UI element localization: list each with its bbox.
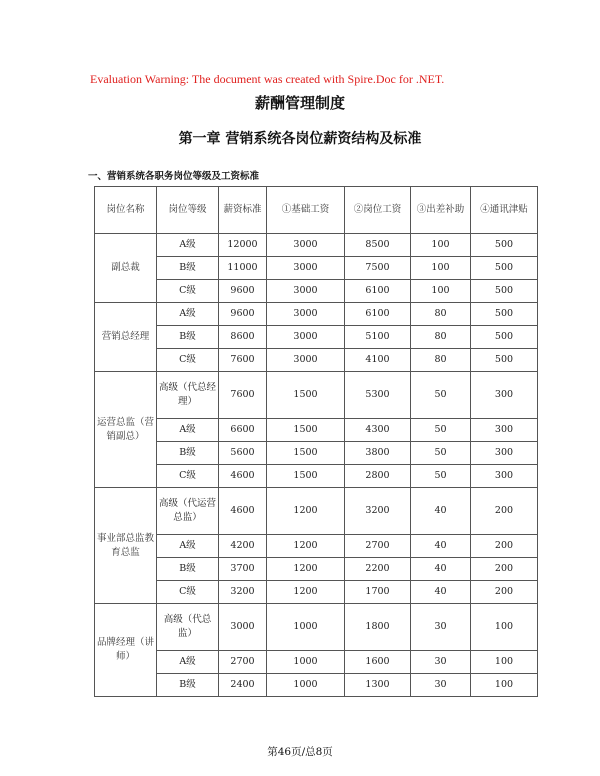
salary-table [94, 186, 538, 697]
table-row [95, 372, 538, 419]
table-row [95, 674, 538, 697]
travel-cell: 30 [411, 674, 471, 697]
travel-cell: 30 [411, 651, 471, 674]
post-cell: 2800 [345, 465, 411, 488]
post-cell: 3800 [345, 442, 411, 465]
comm-cell: 200 [471, 581, 538, 604]
comm-cell: 100 [471, 674, 538, 697]
total-cell: 4600 [219, 488, 267, 535]
base-cell: 3000 [267, 280, 345, 303]
grade-cell: B级 [157, 674, 219, 697]
table-row [95, 234, 538, 257]
total-cell: 3700 [219, 558, 267, 581]
header-cell: 岗位名称 [95, 187, 157, 234]
grade-cell: 高级（代总经理） [157, 372, 219, 419]
total-cell: 3000 [219, 604, 267, 651]
travel-cell: 30 [411, 604, 471, 651]
post-cell: 1700 [345, 581, 411, 604]
post-cell: 2200 [345, 558, 411, 581]
table-row [95, 419, 538, 442]
post-cell: 5300 [345, 372, 411, 419]
travel-cell: 80 [411, 326, 471, 349]
total-cell: 2400 [219, 674, 267, 697]
travel-cell: 100 [411, 280, 471, 303]
comm-cell: 300 [471, 419, 538, 442]
table-row [95, 465, 538, 488]
table-row [95, 303, 538, 326]
post-cell: 4100 [345, 349, 411, 372]
table-row [95, 488, 538, 535]
comm-cell: 300 [471, 442, 538, 465]
grade-cell: A级 [157, 651, 219, 674]
base-cell: 3000 [267, 234, 345, 257]
grade-cell: B级 [157, 442, 219, 465]
post-cell: 4300 [345, 419, 411, 442]
comm-cell: 500 [471, 303, 538, 326]
base-cell: 1200 [267, 535, 345, 558]
total-cell: 11000 [219, 257, 267, 280]
position-name-cell: 营销总经理 [95, 303, 157, 372]
comm-cell: 300 [471, 372, 538, 419]
table-row [95, 535, 538, 558]
table-body [95, 234, 538, 697]
grade-cell: C级 [157, 280, 219, 303]
post-cell: 7500 [345, 257, 411, 280]
travel-cell: 50 [411, 419, 471, 442]
grade-cell: A级 [157, 234, 219, 257]
base-cell: 1000 [267, 674, 345, 697]
base-cell: 3000 [267, 326, 345, 349]
travel-cell: 40 [411, 488, 471, 535]
comm-cell: 500 [471, 349, 538, 372]
total-cell: 8600 [219, 326, 267, 349]
comm-cell: 200 [471, 488, 538, 535]
base-cell: 1000 [267, 604, 345, 651]
section-heading: 一、营销系统各职务岗位等级及工资标准 [88, 171, 260, 182]
travel-cell: 50 [411, 372, 471, 419]
comm-cell: 200 [471, 535, 538, 558]
grade-cell: B级 [157, 326, 219, 349]
comm-cell: 200 [471, 558, 538, 581]
grade-cell: B级 [157, 257, 219, 280]
total-cell: 2700 [219, 651, 267, 674]
travel-cell: 100 [411, 234, 471, 257]
chapter-heading: 第一章 营销系统各岗位薪资结构及标准 [178, 131, 422, 147]
document-title: 薪酬管理制度 [254, 94, 345, 112]
grade-cell: C级 [157, 581, 219, 604]
total-cell: 6600 [219, 419, 267, 442]
post-cell: 6100 [345, 280, 411, 303]
travel-cell: 40 [411, 581, 471, 604]
travel-cell: 40 [411, 558, 471, 581]
grade-cell: A级 [157, 419, 219, 442]
travel-cell: 80 [411, 303, 471, 326]
table-row [95, 349, 538, 372]
grade-cell: B级 [157, 558, 219, 581]
total-cell: 7600 [219, 372, 267, 419]
comm-cell: 500 [471, 257, 538, 280]
table-row [95, 604, 538, 651]
table-row [95, 257, 538, 280]
post-cell: 6100 [345, 303, 411, 326]
grade-cell: C级 [157, 349, 219, 372]
base-cell: 3000 [267, 257, 345, 280]
total-cell: 9600 [219, 303, 267, 326]
table-row [95, 280, 538, 303]
base-cell: 1200 [267, 558, 345, 581]
table-row [95, 581, 538, 604]
post-cell: 5100 [345, 326, 411, 349]
grade-cell: A级 [157, 303, 219, 326]
post-cell: 1300 [345, 674, 411, 697]
comm-cell: 500 [471, 326, 538, 349]
comm-cell: 500 [471, 280, 538, 303]
total-cell: 12000 [219, 234, 267, 257]
table-row [95, 558, 538, 581]
total-cell: 5600 [219, 442, 267, 465]
base-cell: 1000 [267, 651, 345, 674]
travel-cell: 80 [411, 349, 471, 372]
post-cell: 1800 [345, 604, 411, 651]
total-cell: 7600 [219, 349, 267, 372]
grade-cell: A级 [157, 535, 219, 558]
base-cell: 1200 [267, 581, 345, 604]
total-cell: 9600 [219, 280, 267, 303]
evaluation-warning: Evaluation Warning: The document was created with Spire.Doc for .NET. [90, 72, 445, 86]
grade-cell: 高级（代运营总监） [157, 488, 219, 535]
grade-cell: 高级（代总监） [157, 604, 219, 651]
position-name-cell: 品牌经理（讲师） [95, 604, 157, 697]
header-cell: ④通讯津贴 [471, 187, 538, 234]
travel-cell: 40 [411, 535, 471, 558]
table-row [95, 651, 538, 674]
comm-cell: 300 [471, 465, 538, 488]
header-cell: ①基础工资 [267, 187, 345, 234]
travel-cell: 100 [411, 257, 471, 280]
comm-cell: 100 [471, 604, 538, 651]
post-cell: 2700 [345, 535, 411, 558]
header-cell: 薪资标准 [219, 187, 267, 234]
position-name-cell: 副总裁 [95, 234, 157, 303]
total-cell: 4600 [219, 465, 267, 488]
position-name-cell: 事业部总监教育总监 [95, 488, 157, 604]
post-cell: 8500 [345, 234, 411, 257]
total-cell: 4200 [219, 535, 267, 558]
travel-cell: 50 [411, 465, 471, 488]
base-cell: 3000 [267, 349, 345, 372]
table-row [95, 326, 538, 349]
table-row [95, 442, 538, 465]
travel-cell: 50 [411, 442, 471, 465]
position-name-cell: 运营总监（营销副总） [95, 372, 157, 488]
base-cell: 1500 [267, 372, 345, 419]
header-cell: ③出差补助 [411, 187, 471, 234]
base-cell: 3000 [267, 303, 345, 326]
base-cell: 1500 [267, 465, 345, 488]
header-cell: 岗位等级 [157, 187, 219, 234]
post-cell: 1600 [345, 651, 411, 674]
base-cell: 1500 [267, 442, 345, 465]
comm-cell: 100 [471, 651, 538, 674]
comm-cell: 500 [471, 234, 538, 257]
base-cell: 1500 [267, 419, 345, 442]
total-cell: 3200 [219, 581, 267, 604]
table-header-row [95, 187, 538, 234]
header-cell: ②岗位工资 [345, 187, 411, 234]
grade-cell: C级 [157, 465, 219, 488]
post-cell: 3200 [345, 488, 411, 535]
page-footer: 第46页/总8页 [267, 746, 333, 758]
base-cell: 1200 [267, 488, 345, 535]
